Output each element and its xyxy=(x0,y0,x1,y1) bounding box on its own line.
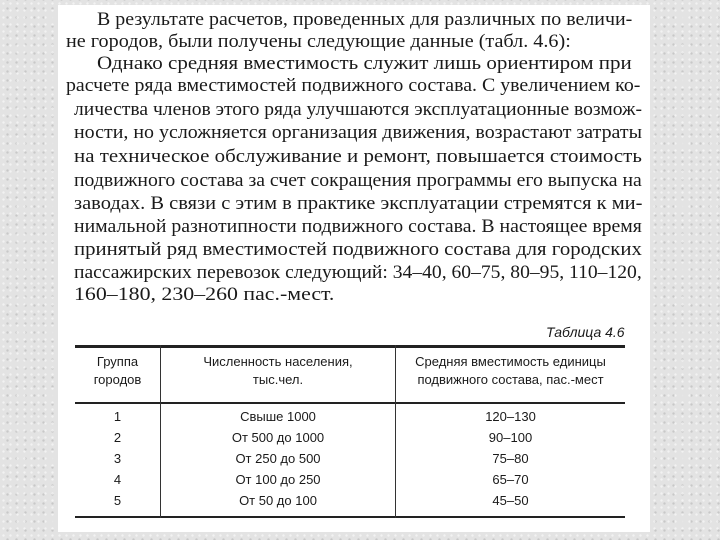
cell-capacity: 120–130 xyxy=(485,409,536,424)
text-line: Однако средняя вместимость служит лишь ориентиром при xyxy=(97,53,632,74)
cell-population: От 500 до 1000 xyxy=(231,430,325,445)
table-rule-bottom xyxy=(75,516,625,518)
cell-group: 4 xyxy=(113,472,122,487)
cell-population: От 100 до 250 xyxy=(235,472,321,487)
table-caption: Таблица 4.6 xyxy=(546,324,625,340)
data-table xyxy=(75,345,625,518)
cell-group: 5 xyxy=(113,493,122,508)
cell-group: 1 xyxy=(113,409,122,424)
cell-population: От 250 до 500 xyxy=(235,451,321,466)
text-line: ности, но усложняется организация движения, возрастают затраты xyxy=(74,122,643,143)
text-line: расчете ряда вместимостей подвижного состава. С увеличением ко- xyxy=(66,75,641,96)
header-line: Группа xyxy=(96,354,139,369)
cell-capacity: 65–70 xyxy=(492,472,529,487)
header-group xyxy=(75,353,160,389)
text-line: подвижного состава за счет сокращения программы его выпуска на xyxy=(74,170,642,191)
text-line: принятый ряд вместимостей подвижного состава для городских xyxy=(74,239,642,260)
cell-capacity: 90–100 xyxy=(488,430,533,445)
text-line: нимальной разнотипности подвижного состава. В настоящее время xyxy=(74,216,642,237)
text-line: 160–180, 230–260 пас.-мест. xyxy=(74,284,335,305)
text-line: личества членов этого ряда улучшаются эксплуатационные возмож- xyxy=(74,99,643,120)
text-line: заводах. В связи с этим в практике эксплуатации стремятся к ми- xyxy=(74,193,643,214)
header-line: городов xyxy=(93,372,142,387)
cell-population: От 50 до 100 xyxy=(239,493,317,508)
text-line: не городов, были получены следующие данные (табл. 4.6): xyxy=(66,31,571,52)
table-rule-header xyxy=(75,402,625,404)
text-line: на техническое обслуживание и ремонт, повышается стоимость xyxy=(74,146,642,167)
header-line: подвижного состава, пас.-мест xyxy=(417,372,604,387)
header-capacity xyxy=(396,353,625,389)
header-line: Численность населения, xyxy=(203,354,353,369)
cell-population: Свыше 1000 xyxy=(240,409,316,424)
cell-capacity: 75–80 xyxy=(492,451,529,466)
text-line: В результате расчетов, проведенных для различных по величи- xyxy=(97,9,633,30)
cell-group: 2 xyxy=(113,430,122,445)
header-line: Средняя вместимость единицы xyxy=(415,354,606,369)
header-population xyxy=(161,353,395,389)
table-rule-top xyxy=(75,345,625,348)
cell-capacity: 45–50 xyxy=(492,493,529,508)
cell-group: 3 xyxy=(113,451,122,466)
header-line: тыс.чел. xyxy=(252,372,304,387)
text-line: пассажирских перевозок следующий: 34–40, 60–75, 80–95, 110–120, xyxy=(74,262,642,283)
